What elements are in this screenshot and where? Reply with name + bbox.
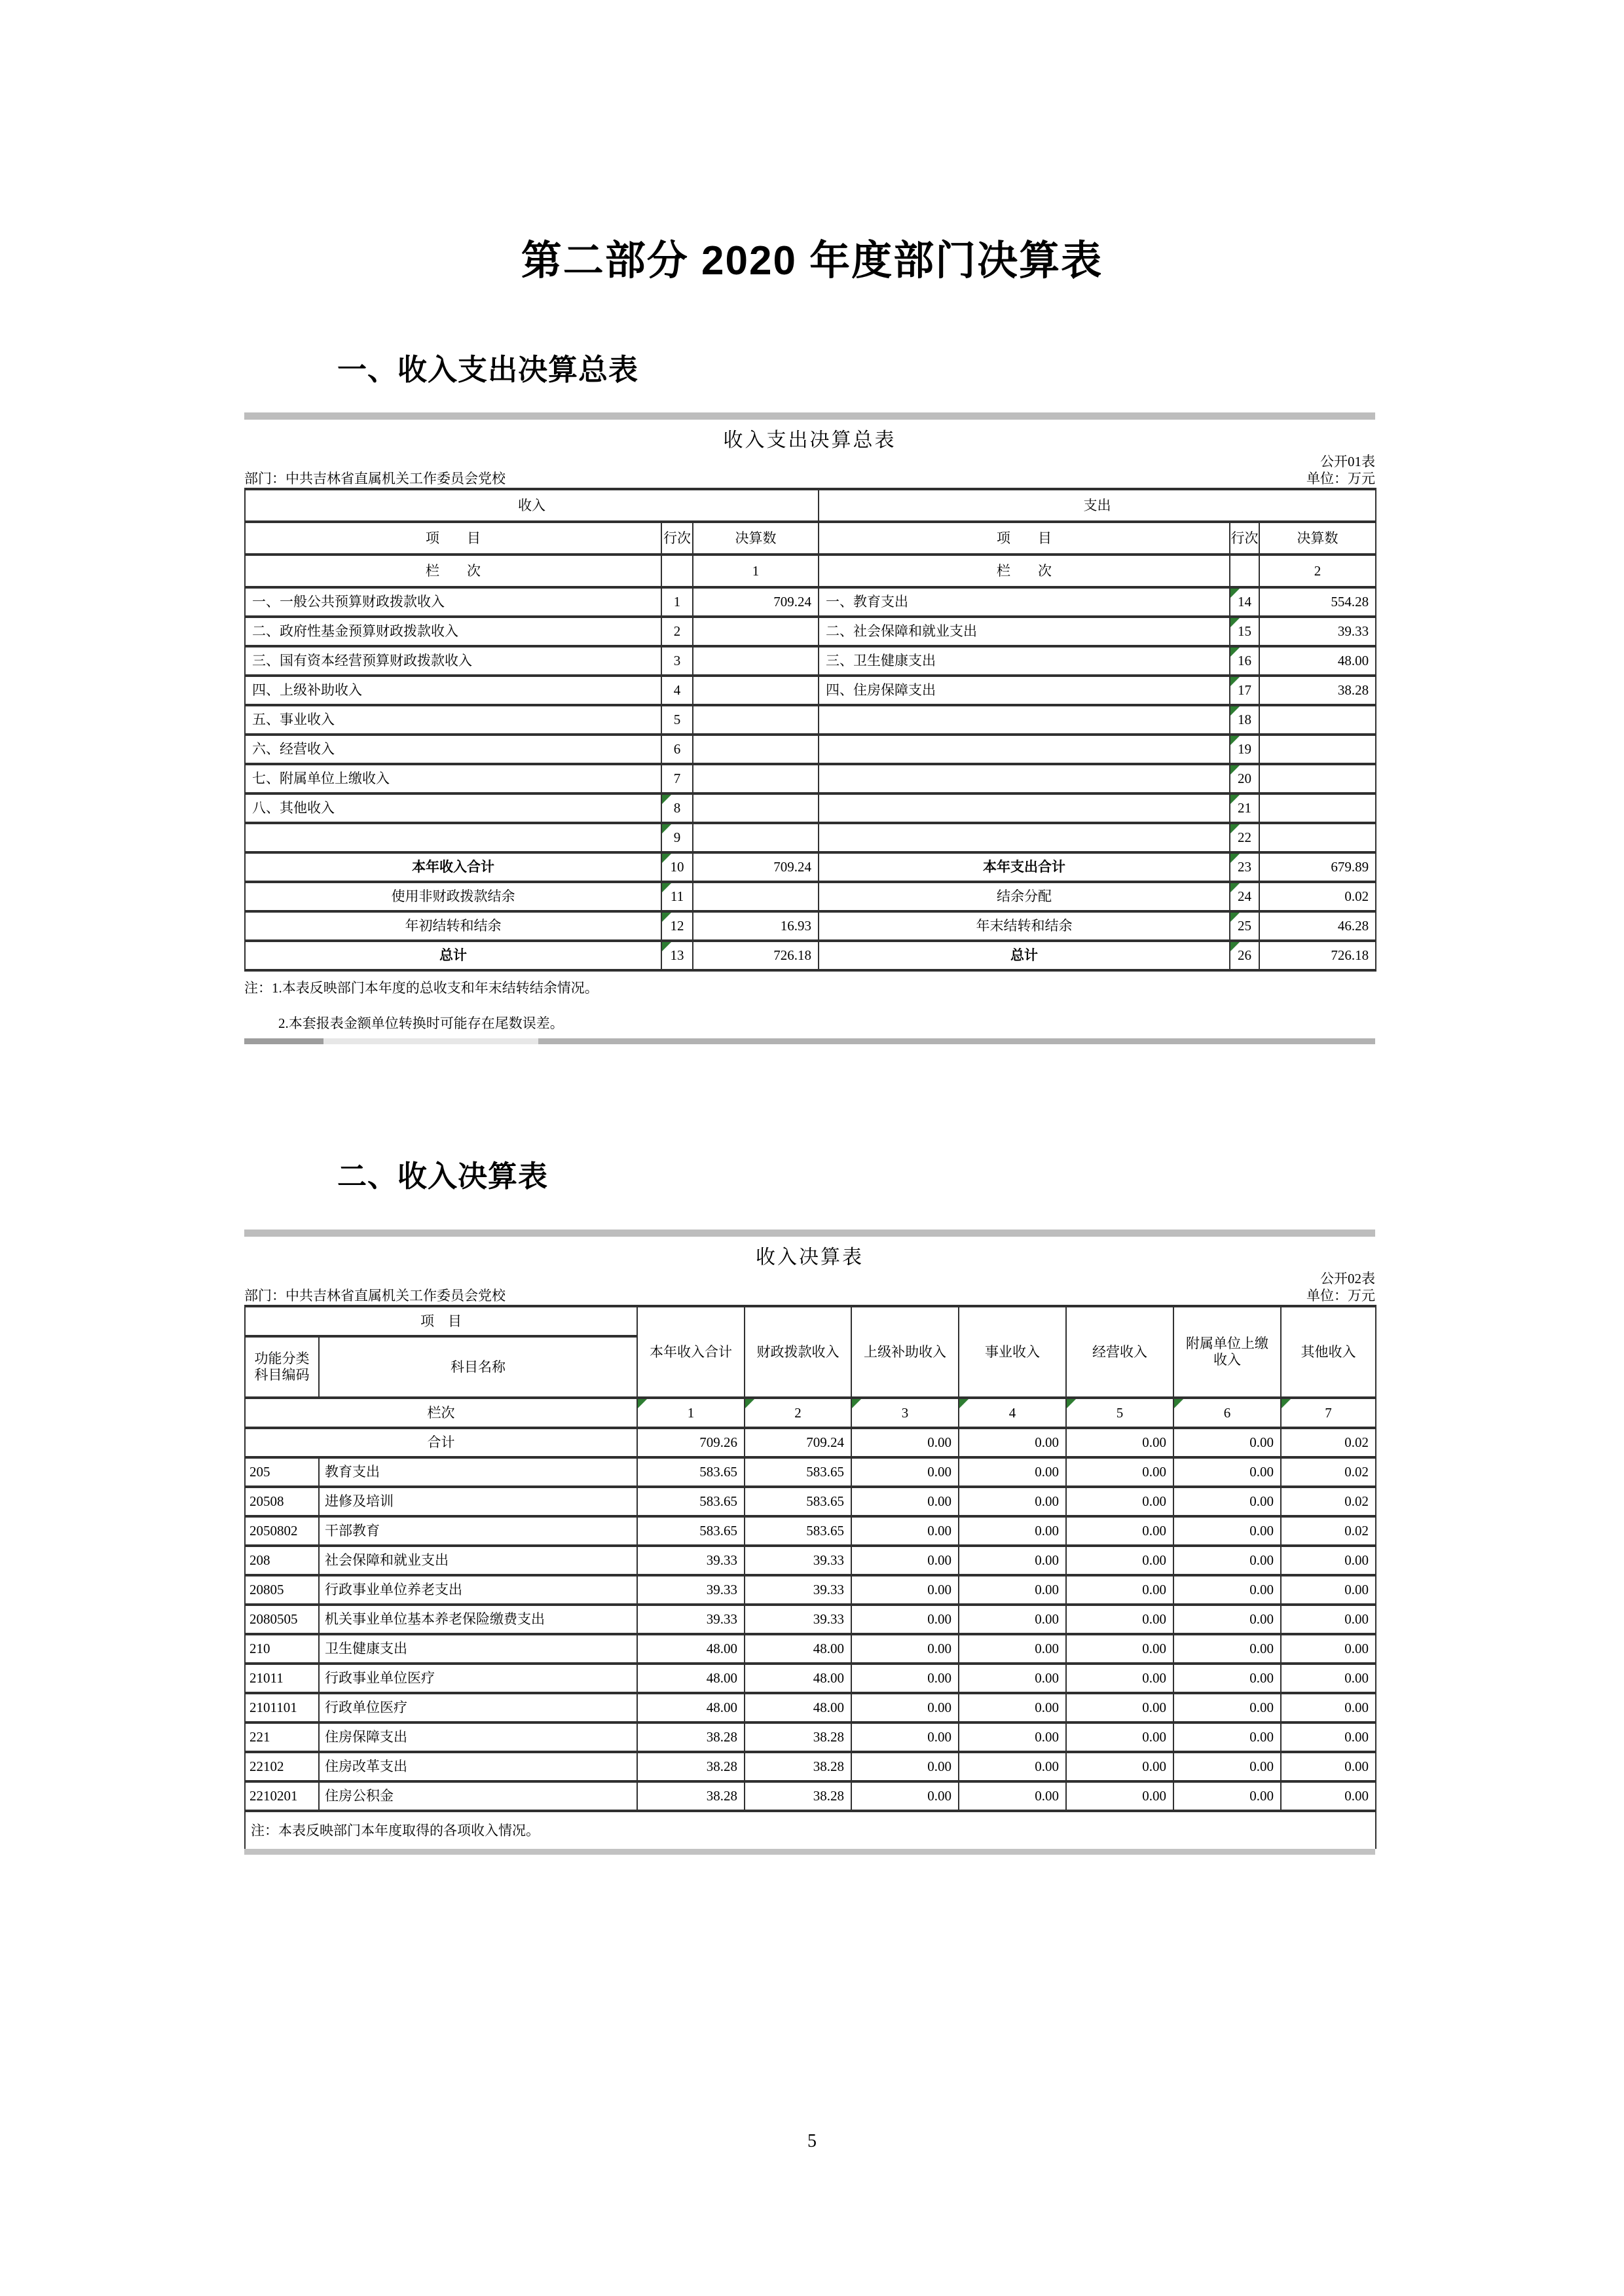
income-table-row	[245, 1722, 1376, 1752]
income-amount-cell	[693, 705, 819, 735]
amount-cell-col7: 0.00	[1281, 1781, 1376, 1811]
amount-cell-col6: 0.00	[1173, 1605, 1281, 1634]
summary-header-row2	[245, 522, 1376, 555]
col-header-total: 本年收入合计	[637, 1306, 745, 1398]
income-header-cell: 收入	[245, 489, 819, 522]
expense-amount-cell: 679.89	[1259, 852, 1376, 882]
expense-amount-cell: 554.28	[1259, 587, 1376, 617]
amount-cell-col6: 0.00	[1173, 1664, 1281, 1693]
income-item-cell: 本年收入合计	[245, 852, 661, 882]
expense-rowno-cell: 23	[1230, 852, 1259, 882]
empty-cell	[661, 555, 693, 587]
subject-code-cell: 2050802	[245, 1516, 319, 1546]
income-rowno-cell: 9	[661, 823, 693, 852]
sheet2-meta-row	[244, 1288, 1375, 1303]
colindex-3: 3	[851, 1398, 959, 1428]
income-table-row	[245, 1457, 1376, 1487]
income-table-row	[245, 1752, 1376, 1781]
amount-cell-col1: 583.65	[637, 1487, 745, 1516]
expense-item-cell	[819, 764, 1230, 793]
expense-rowno-header: 行次	[1230, 522, 1259, 555]
income-colindex-label: 栏 次	[245, 555, 661, 587]
amount-cell-col4: 0.00	[959, 1575, 1066, 1605]
amount-cell-col4: 0.00	[959, 1693, 1066, 1722]
summary-table-row	[245, 705, 1376, 735]
income-note-row	[245, 1811, 1376, 1849]
amount-cell-col3: 0.00	[851, 1516, 959, 1546]
income-table-row	[245, 1516, 1376, 1546]
amount-cell-col1: 39.33	[637, 1575, 745, 1605]
expense-item-cell	[819, 735, 1230, 764]
expense-rowno-cell: 19	[1230, 735, 1259, 764]
sheet1-meta-row	[244, 471, 1375, 486]
expense-item-cell: 本年支出合计	[819, 852, 1230, 882]
subject-code-cell: 20805	[245, 1575, 319, 1605]
amount-cell-col5: 0.00	[1066, 1722, 1173, 1752]
income-colindex-row	[245, 1398, 1376, 1428]
amount-cell-col1: 39.33	[637, 1546, 745, 1575]
page-title: 第二部分 2020 年度部门决算表	[521, 238, 1103, 283]
subject-name-cell: 行政事业单位医疗	[319, 1664, 637, 1693]
subject-name-cell: 住房保障支出	[319, 1722, 637, 1752]
amount-cell-col4: 0.00	[959, 1546, 1066, 1575]
summary-header-row1	[245, 489, 1376, 522]
income-rowno-cell: 8	[661, 793, 693, 823]
colindex-5: 5	[1066, 1398, 1173, 1428]
amount-cell-col4: 0.00	[959, 1428, 1066, 1457]
income-amount-header: 决算数	[693, 522, 819, 555]
amount-cell-col4: 0.00	[959, 1457, 1066, 1487]
section-heading-income: 二、收入决算表	[337, 1159, 549, 1193]
amount-cell-col2: 583.65	[745, 1487, 851, 1516]
expense-amount-cell	[1259, 823, 1376, 852]
expense-amount-cell: 38.28	[1259, 676, 1376, 705]
section-heading-summary: 一、收入支出决算总表	[337, 353, 639, 386]
col-header-operating: 经营收入	[1066, 1306, 1173, 1398]
amount-cell-col7: 0.00	[1281, 1575, 1376, 1605]
amount-cell-col6: 0.00	[1173, 1752, 1281, 1781]
amount-cell-col2: 38.28	[745, 1752, 851, 1781]
amount-cell-col4: 0.00	[959, 1605, 1066, 1634]
summary-sheet	[244, 412, 1375, 1044]
amount-cell-col1: 709.26	[637, 1428, 745, 1457]
amount-cell-col1: 583.65	[637, 1516, 745, 1546]
amount-cell-col2: 39.33	[745, 1546, 851, 1575]
amount-cell-col5: 0.00	[1066, 1605, 1173, 1634]
expense-rowno-cell: 24	[1230, 882, 1259, 911]
sheet2-department: 部门：中共吉林省直属机关工作委员会党校	[244, 1288, 506, 1303]
income-table-row	[245, 1487, 1376, 1516]
sheet2-title: 收入决算表	[756, 1247, 864, 1268]
expense-amount-cell	[1259, 705, 1376, 735]
subject-name-cell: 社会保障和就业支出	[319, 1546, 637, 1575]
income-table-row	[245, 1546, 1376, 1575]
amount-cell-col2: 38.28	[745, 1722, 851, 1752]
amount-cell-col7: 0.00	[1281, 1605, 1376, 1634]
income-item-cell: 四、上级补助收入	[245, 676, 661, 705]
income-rowno-cell: 11	[661, 882, 693, 911]
summary-table	[244, 488, 1376, 972]
colindex-1: 1	[637, 1398, 745, 1428]
amount-cell-col7: 0.00	[1281, 1722, 1376, 1752]
subject-code-cell: 21011	[245, 1664, 319, 1693]
income-item-cell	[245, 823, 661, 852]
income-amount-cell: 709.24	[693, 852, 819, 882]
sheet1-unit: 单位：万元	[1306, 471, 1375, 486]
expense-amount-cell	[1259, 793, 1376, 823]
income-rowno-header: 行次	[661, 522, 693, 555]
expense-header-cell: 支出	[819, 489, 1376, 522]
income-item-cell: 二、政府性基金预算财政拨款收入	[245, 617, 661, 646]
income-amount-cell	[693, 793, 819, 823]
expense-amount-header: 决算数	[1259, 522, 1376, 555]
amount-cell-col2: 583.65	[745, 1457, 851, 1487]
income-rowno-cell: 5	[661, 705, 693, 735]
name-column-header: 科目名称	[319, 1336, 637, 1398]
col-header-business: 事业收入	[959, 1306, 1066, 1398]
amount-cell-col7: 0.02	[1281, 1516, 1376, 1546]
income-item-cell: 七、附属单位上缴收入	[245, 764, 661, 793]
amount-cell-col4: 0.00	[959, 1634, 1066, 1664]
amount-cell-col7: 0.00	[1281, 1752, 1376, 1781]
amount-cell-col3: 0.00	[851, 1781, 959, 1811]
summary-table-row	[245, 646, 1376, 676]
income-item-cell: 总计	[245, 941, 661, 970]
expense-amount-cell	[1259, 764, 1376, 793]
expense-item-cell: 四、住房保障支出	[819, 676, 1230, 705]
amount-cell-col1: 48.00	[637, 1693, 745, 1722]
sheet-top-strip	[244, 1230, 1375, 1237]
sheet-top-strip	[244, 412, 1375, 420]
amount-cell-col1: 583.65	[637, 1457, 745, 1487]
income-table-row	[245, 1605, 1376, 1634]
colindex-2: 2	[745, 1398, 851, 1428]
amount-cell-col1: 38.28	[637, 1752, 745, 1781]
expense-amount-cell: 46.28	[1259, 911, 1376, 941]
expense-rowno-cell: 15	[1230, 617, 1259, 646]
income-amount-cell	[693, 617, 819, 646]
summary-table-row	[245, 911, 1376, 941]
colindex-7: 7	[1281, 1398, 1376, 1428]
income-table-row	[245, 1575, 1376, 1605]
code-column-header: 功能分类科目编码	[245, 1336, 319, 1398]
expense-item-cell: 二、社会保障和就业支出	[819, 617, 1230, 646]
amount-cell-col7: 0.00	[1281, 1634, 1376, 1664]
subject-code-cell: 205	[245, 1457, 319, 1487]
summary-table-row	[245, 735, 1376, 764]
income-amount-cell: 709.24	[693, 587, 819, 617]
amount-cell-col2: 48.00	[745, 1664, 851, 1693]
expense-item-cell: 总计	[819, 941, 1230, 970]
expense-rowno-cell: 18	[1230, 705, 1259, 735]
amount-cell-col6: 0.00	[1173, 1516, 1281, 1546]
expense-amount-cell: 0.02	[1259, 882, 1376, 911]
item-header-cell: 项 目	[245, 1306, 637, 1336]
expense-colindex-value: 2	[1259, 555, 1376, 587]
subject-name-cell: 住房改革支出	[319, 1752, 637, 1781]
amount-cell-col6: 0.00	[1173, 1722, 1281, 1752]
income-item-cell: 一、一般公共预算财政拨款收入	[245, 587, 661, 617]
subject-code-cell: 221	[245, 1722, 319, 1752]
subject-name-cell: 进修及培训	[319, 1487, 637, 1516]
income-amount-cell	[693, 676, 819, 705]
sheet1-note-2: 2.本套报表金额单位转换时可能存在尾数误差。	[278, 1015, 564, 1031]
amount-cell-col1: 48.00	[637, 1634, 745, 1664]
amount-cell-col3: 0.00	[851, 1722, 959, 1752]
income-rowno-cell: 7	[661, 764, 693, 793]
expense-rowno-cell: 20	[1230, 764, 1259, 793]
amount-cell-col4: 0.00	[959, 1752, 1066, 1781]
amount-cell-col7: 0.02	[1281, 1428, 1376, 1457]
amount-cell-col5: 0.00	[1066, 1693, 1173, 1722]
amount-cell-col3: 0.00	[851, 1487, 959, 1516]
income-rowno-cell: 12	[661, 911, 693, 941]
amount-cell-col5: 0.00	[1066, 1752, 1173, 1781]
subject-code-cell: 22102	[245, 1752, 319, 1781]
amount-cell-col1: 38.28	[637, 1781, 745, 1811]
amount-cell-col6: 0.00	[1173, 1457, 1281, 1487]
amount-cell-col3: 0.00	[851, 1575, 959, 1605]
amount-cell-col3: 0.00	[851, 1752, 959, 1781]
amount-cell-col3: 0.00	[851, 1457, 959, 1487]
col-header-other: 其他收入	[1281, 1306, 1376, 1398]
amount-cell-col7: 0.02	[1281, 1457, 1376, 1487]
expense-rowno-cell: 14	[1230, 587, 1259, 617]
subject-code-cell: 210	[245, 1634, 319, 1664]
col-header-subsidiary: 附属单位上缴收入	[1173, 1306, 1281, 1398]
amount-cell-col6: 0.00	[1173, 1487, 1281, 1516]
income-rowno-cell: 4	[661, 676, 693, 705]
summary-table-row	[245, 617, 1376, 646]
amount-cell-col3: 0.00	[851, 1634, 959, 1664]
subject-code-cell: 2210201	[245, 1781, 319, 1811]
income-sheet	[244, 1230, 1375, 1855]
summary-table-row	[245, 882, 1376, 911]
income-amount-cell	[693, 646, 819, 676]
sheet-bottom-strip	[244, 1849, 1375, 1855]
subject-code-cell: 2080505	[245, 1605, 319, 1634]
expense-rowno-cell: 22	[1230, 823, 1259, 852]
subject-code-cell: 20508	[245, 1487, 319, 1516]
income-rowno-cell: 2	[661, 617, 693, 646]
expense-item-cell	[819, 823, 1230, 852]
income-item-cell: 八、其他收入	[245, 793, 661, 823]
income-table	[244, 1305, 1376, 1849]
amount-cell-col5: 0.00	[1066, 1487, 1173, 1516]
income-rowno-cell: 3	[661, 646, 693, 676]
subject-code-cell: 208	[245, 1546, 319, 1575]
amount-cell-col3: 0.00	[851, 1546, 959, 1575]
subject-name-cell: 机关事业单位基本养老保险缴费支出	[319, 1605, 637, 1634]
col-header-fiscal: 财政拨款收入	[745, 1306, 851, 1398]
amount-cell-col1: 48.00	[637, 1664, 745, 1693]
income-table-row	[245, 1781, 1376, 1811]
amount-cell-col2: 48.00	[745, 1693, 851, 1722]
summary-table-row	[245, 793, 1376, 823]
expense-amount-cell: 39.33	[1259, 617, 1376, 646]
income-table-row	[245, 1428, 1376, 1457]
expense-item-cell	[819, 793, 1230, 823]
amount-cell-col2: 709.24	[745, 1428, 851, 1457]
expense-item-cell: 三、卫生健康支出	[819, 646, 1230, 676]
amount-cell-col6: 0.00	[1173, 1693, 1281, 1722]
summary-table-row	[245, 852, 1376, 882]
amount-cell-col3: 0.00	[851, 1605, 959, 1634]
amount-cell-col6: 0.00	[1173, 1634, 1281, 1664]
subject-name-cell: 教育支出	[319, 1457, 637, 1487]
subject-name-cell: 干部教育	[319, 1516, 637, 1546]
amount-cell-col5: 0.00	[1066, 1516, 1173, 1546]
page-number: 5	[807, 2131, 817, 2151]
income-item-cell: 年初结转和结余	[245, 911, 661, 941]
summary-table-row	[245, 823, 1376, 852]
amount-cell-col2: 39.33	[745, 1605, 851, 1634]
income-table-row	[245, 1664, 1376, 1693]
colindex-label: 栏次	[245, 1398, 637, 1428]
amount-cell-col3: 0.00	[851, 1428, 959, 1457]
summary-colindex-row	[245, 555, 1376, 587]
income-amount-cell	[693, 882, 819, 911]
income-amount-cell: 16.93	[693, 911, 819, 941]
income-amount-cell	[693, 764, 819, 793]
expense-amount-cell	[1259, 735, 1376, 764]
income-item-cell: 三、国有资本经营预算财政拨款收入	[245, 646, 661, 676]
amount-cell-col2: 583.65	[745, 1516, 851, 1546]
amount-cell-col5: 0.00	[1066, 1546, 1173, 1575]
amount-cell-col3: 0.00	[851, 1693, 959, 1722]
amount-cell-col2: 38.28	[745, 1781, 851, 1811]
sheet1-title: 收入支出决算总表	[723, 429, 896, 451]
subject-code-cell: 2101101	[245, 1693, 319, 1722]
subject-name-cell: 卫生健康支出	[319, 1634, 637, 1664]
sheet2-note: 注：本表反映部门本年度取得的各项收入情况。	[245, 1811, 1376, 1849]
income-colindex-value: 1	[693, 555, 819, 587]
amount-cell-col2: 48.00	[745, 1634, 851, 1664]
summary-table-row	[245, 587, 1376, 617]
income-rowno-cell: 6	[661, 735, 693, 764]
expense-rowno-cell: 21	[1230, 793, 1259, 823]
expense-item-cell: 结余分配	[819, 882, 1230, 911]
income-rowno-cell: 13	[661, 941, 693, 970]
income-item-cell: 五、事业收入	[245, 705, 661, 735]
amount-cell-col2: 39.33	[745, 1575, 851, 1605]
income-table-row	[245, 1634, 1376, 1664]
amount-cell-col1: 39.33	[637, 1605, 745, 1634]
subject-name-cell: 行政事业单位养老支出	[319, 1575, 637, 1605]
expense-item-cell: 年末结转和结余	[819, 911, 1230, 941]
income-table-row	[245, 1693, 1376, 1722]
amount-cell-col6: 0.00	[1173, 1428, 1281, 1457]
amount-cell-col4: 0.00	[959, 1664, 1066, 1693]
income-item-header: 项 目	[245, 522, 661, 555]
subject-name-cell: 行政单位医疗	[319, 1693, 637, 1722]
amount-cell-col4: 0.00	[959, 1722, 1066, 1752]
amount-cell-col4: 0.00	[959, 1781, 1066, 1811]
sheet2-unit: 单位：万元	[1306, 1288, 1375, 1303]
amount-cell-col5: 0.00	[1066, 1457, 1173, 1487]
sheet1-public-label: 公开01表	[1320, 454, 1375, 469]
sheet-bottom-strip	[244, 1038, 1375, 1044]
expense-amount-cell: 726.18	[1259, 941, 1376, 970]
sheet1-department: 部门：中共吉林省直属机关工作委员会党校	[244, 471, 506, 486]
colindex-6: 6	[1173, 1398, 1281, 1428]
amount-cell-col5: 0.00	[1066, 1428, 1173, 1457]
subject-name-cell: 住房公积金	[319, 1781, 637, 1811]
summary-table-row	[245, 941, 1376, 970]
income-amount-cell: 726.18	[693, 941, 819, 970]
sheet1-note-1: 注：1.本表反映部门本年度的总收支和年末结转结余情况。	[244, 980, 599, 996]
expense-rowno-cell: 16	[1230, 646, 1259, 676]
sheet2-public-label: 公开02表	[1320, 1271, 1375, 1286]
expense-rowno-cell: 17	[1230, 676, 1259, 705]
expense-amount-cell: 48.00	[1259, 646, 1376, 676]
amount-cell-col5: 0.00	[1066, 1575, 1173, 1605]
amount-cell-col6: 0.00	[1173, 1575, 1281, 1605]
summary-table-row	[245, 676, 1376, 705]
income-header-row1	[245, 1306, 1376, 1336]
amount-cell-col7: 0.02	[1281, 1487, 1376, 1516]
summary-table-row	[245, 764, 1376, 793]
income-amount-cell	[693, 735, 819, 764]
amount-cell-col4: 0.00	[959, 1487, 1066, 1516]
amount-cell-col5: 0.00	[1066, 1634, 1173, 1664]
expense-colindex-label: 栏 次	[819, 555, 1230, 587]
amount-cell-col5: 0.00	[1066, 1781, 1173, 1811]
income-item-cell: 使用非财政拨款结余	[245, 882, 661, 911]
income-rowno-cell: 1	[661, 587, 693, 617]
amount-cell-col4: 0.00	[959, 1516, 1066, 1546]
amount-cell-col3: 0.00	[851, 1664, 959, 1693]
amount-cell-col6: 0.00	[1173, 1546, 1281, 1575]
expense-rowno-cell: 26	[1230, 941, 1259, 970]
income-item-cell: 六、经营收入	[245, 735, 661, 764]
amount-cell-col5: 0.00	[1066, 1664, 1173, 1693]
income-rowno-cell: 10	[661, 852, 693, 882]
col-header-superior: 上级补助收入	[851, 1306, 959, 1398]
income-amount-cell	[693, 823, 819, 852]
expense-rowno-cell: 25	[1230, 911, 1259, 941]
expense-item-header: 项 目	[819, 522, 1230, 555]
colindex-4: 4	[959, 1398, 1066, 1428]
amount-cell-col7: 0.00	[1281, 1664, 1376, 1693]
amount-cell-col7: 0.00	[1281, 1546, 1376, 1575]
empty-cell	[1230, 555, 1259, 587]
amount-cell-col1: 38.28	[637, 1722, 745, 1752]
expense-item-cell: 一、教育支出	[819, 587, 1230, 617]
amount-cell-col7: 0.00	[1281, 1693, 1376, 1722]
amount-cell-col6: 0.00	[1173, 1781, 1281, 1811]
subject-name-cell: 合计	[245, 1428, 637, 1457]
expense-item-cell	[819, 705, 1230, 735]
